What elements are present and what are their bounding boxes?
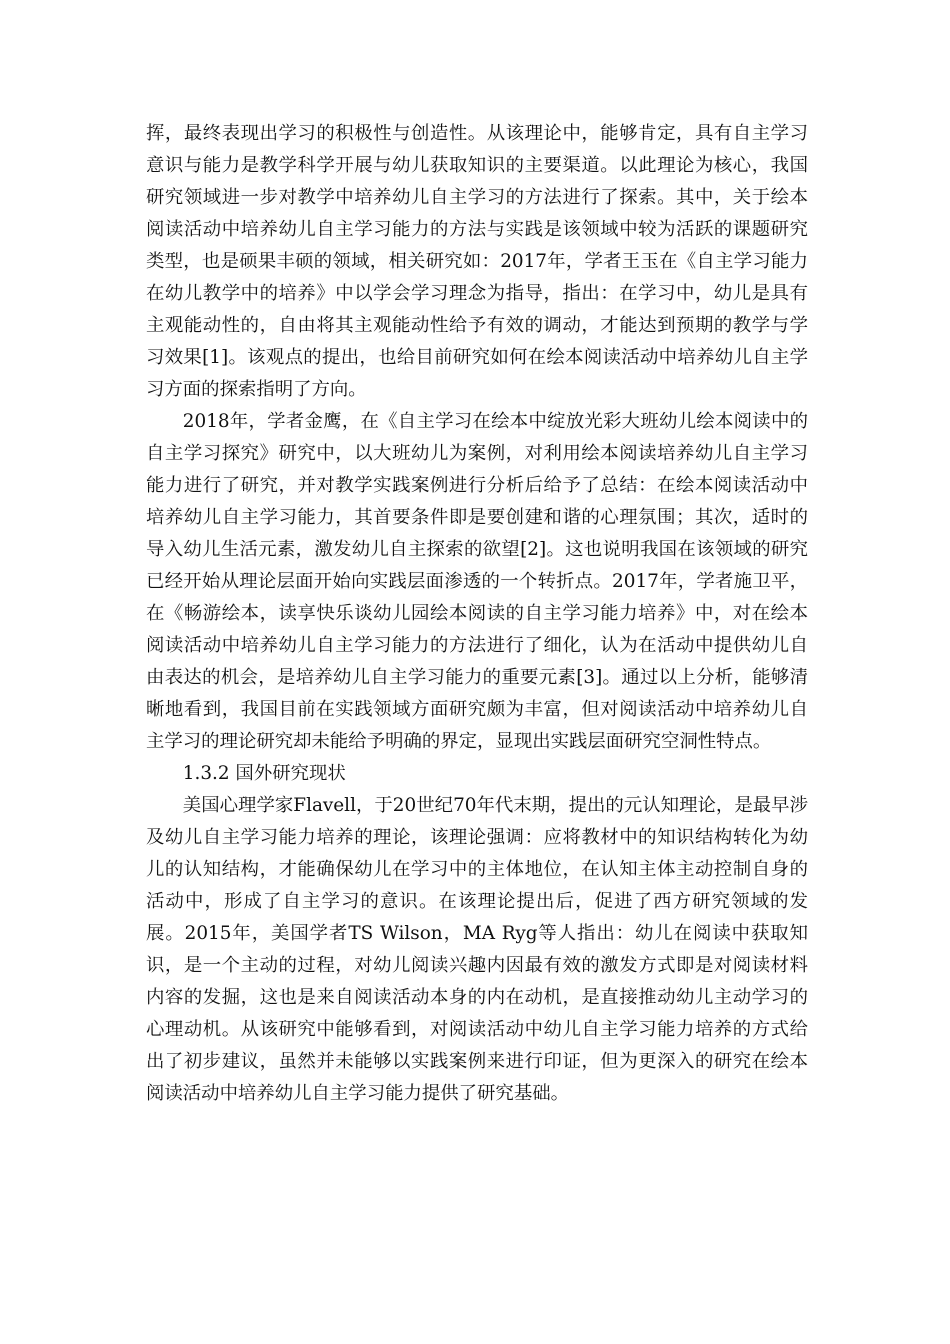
document-page xyxy=(146,118,808,1110)
paragraph-continued: 挥，最终表现出学习的积极性与创造性。从该理论中，能够肯定，具有自主学习意识与能力是教学科学开展与幼儿获取知识的主要渠道。以此理论为核心，我国研究领域进一步对教学中培养幼儿自主学习的方法进行了探索。其中，关于绘本阅读活动中培养幼儿自主学习能力的方法与实践是该领域中较为活跃的课题研究类型，也是硕果丰硕的领域，相关研究如：2017年，学者王玉在《自主学习能力在幼儿教学中的培养》中以学会学习理念为指导，指出：在学习中，幼儿是具有主观能动性的，自由将其主观能动性给予有效的调动，才能达到预期的教学与学习效果[1]。该观点的提出，也给目前研究如何在绘本阅读活动中培养幼儿自主学习方面的探索指明了方向。 xyxy=(146,123,808,400)
section-heading: 1.3.2 国外研究现状 xyxy=(182,763,346,784)
paragraph-foreign-research: 美国心理学家Flavell，于20世纪70年代末期，提出的元认知理论，是最早涉及幼儿自主学习能力培养的理论，该理论强调：应将教材中的知识结构转化为幼儿的认知结构，才能确保幼儿在学习中的主体地位，在认知主体主动控制自身的活动中，形成了自主学习的意识。在该理论提出后，促进了西方研究领域的发展。2015年，美国学者TS Wilson，MA Ryg等人指出：幼儿在阅读中获取知识，是一个主动的过程，对幼儿阅读兴趣内因最有效的激发方式即是对阅读材料内容的发掘，这也是来自阅读活动本身的内在动机，是直接推动幼儿主动学习的心理动机。从该研究中能够看到，对阅读活动中幼儿自主学习能力培养的方式给出了初步建议，虽然并未能够以实践案例来进行印证，但为更深入的研究在绘本阅读活动中培养幼儿自主学习能力提供了研究基础。 xyxy=(146,795,808,1104)
paragraph-domestic-research: 2018年，学者金鹰，在《自主学习在绘本中绽放光彩大班幼儿绘本阅读中的自主学习探究》研究中，以大班幼儿为案例，对利用绘本阅读培养幼儿自主学习能力进行了研究，并对教学实践案例进行分析后给予了总结：在绘本阅读活动中培养幼儿自主学习能力，其首要条件即是要创建和谐的心理氛围；其次，适时的导入幼儿生活元素，激发幼儿自主探索的欲望[2]。这也说明我国在该领域的研究已经开始从理论层面开始向实践层面渗透的一个转折点。2017年，学者施卫平，在《畅游绘本，读享快乐谈幼儿园绘本阅读的自主学习能力培养》中，对在绘本阅读活动中培养幼儿自主学习能力的方法进行了细化，认为在活动中提供幼儿自由表达的机会，是培养幼儿自主学习能力的重要元素[3]。通过以上分析，能够清晰地看到，我国目前在实践领域方面研究颇为丰富，但对阅读活动中培养幼儿自主学习的理论研究却未能给予明确的界定，显现出实践层面研究空洞性特点。 xyxy=(146,411,808,752)
